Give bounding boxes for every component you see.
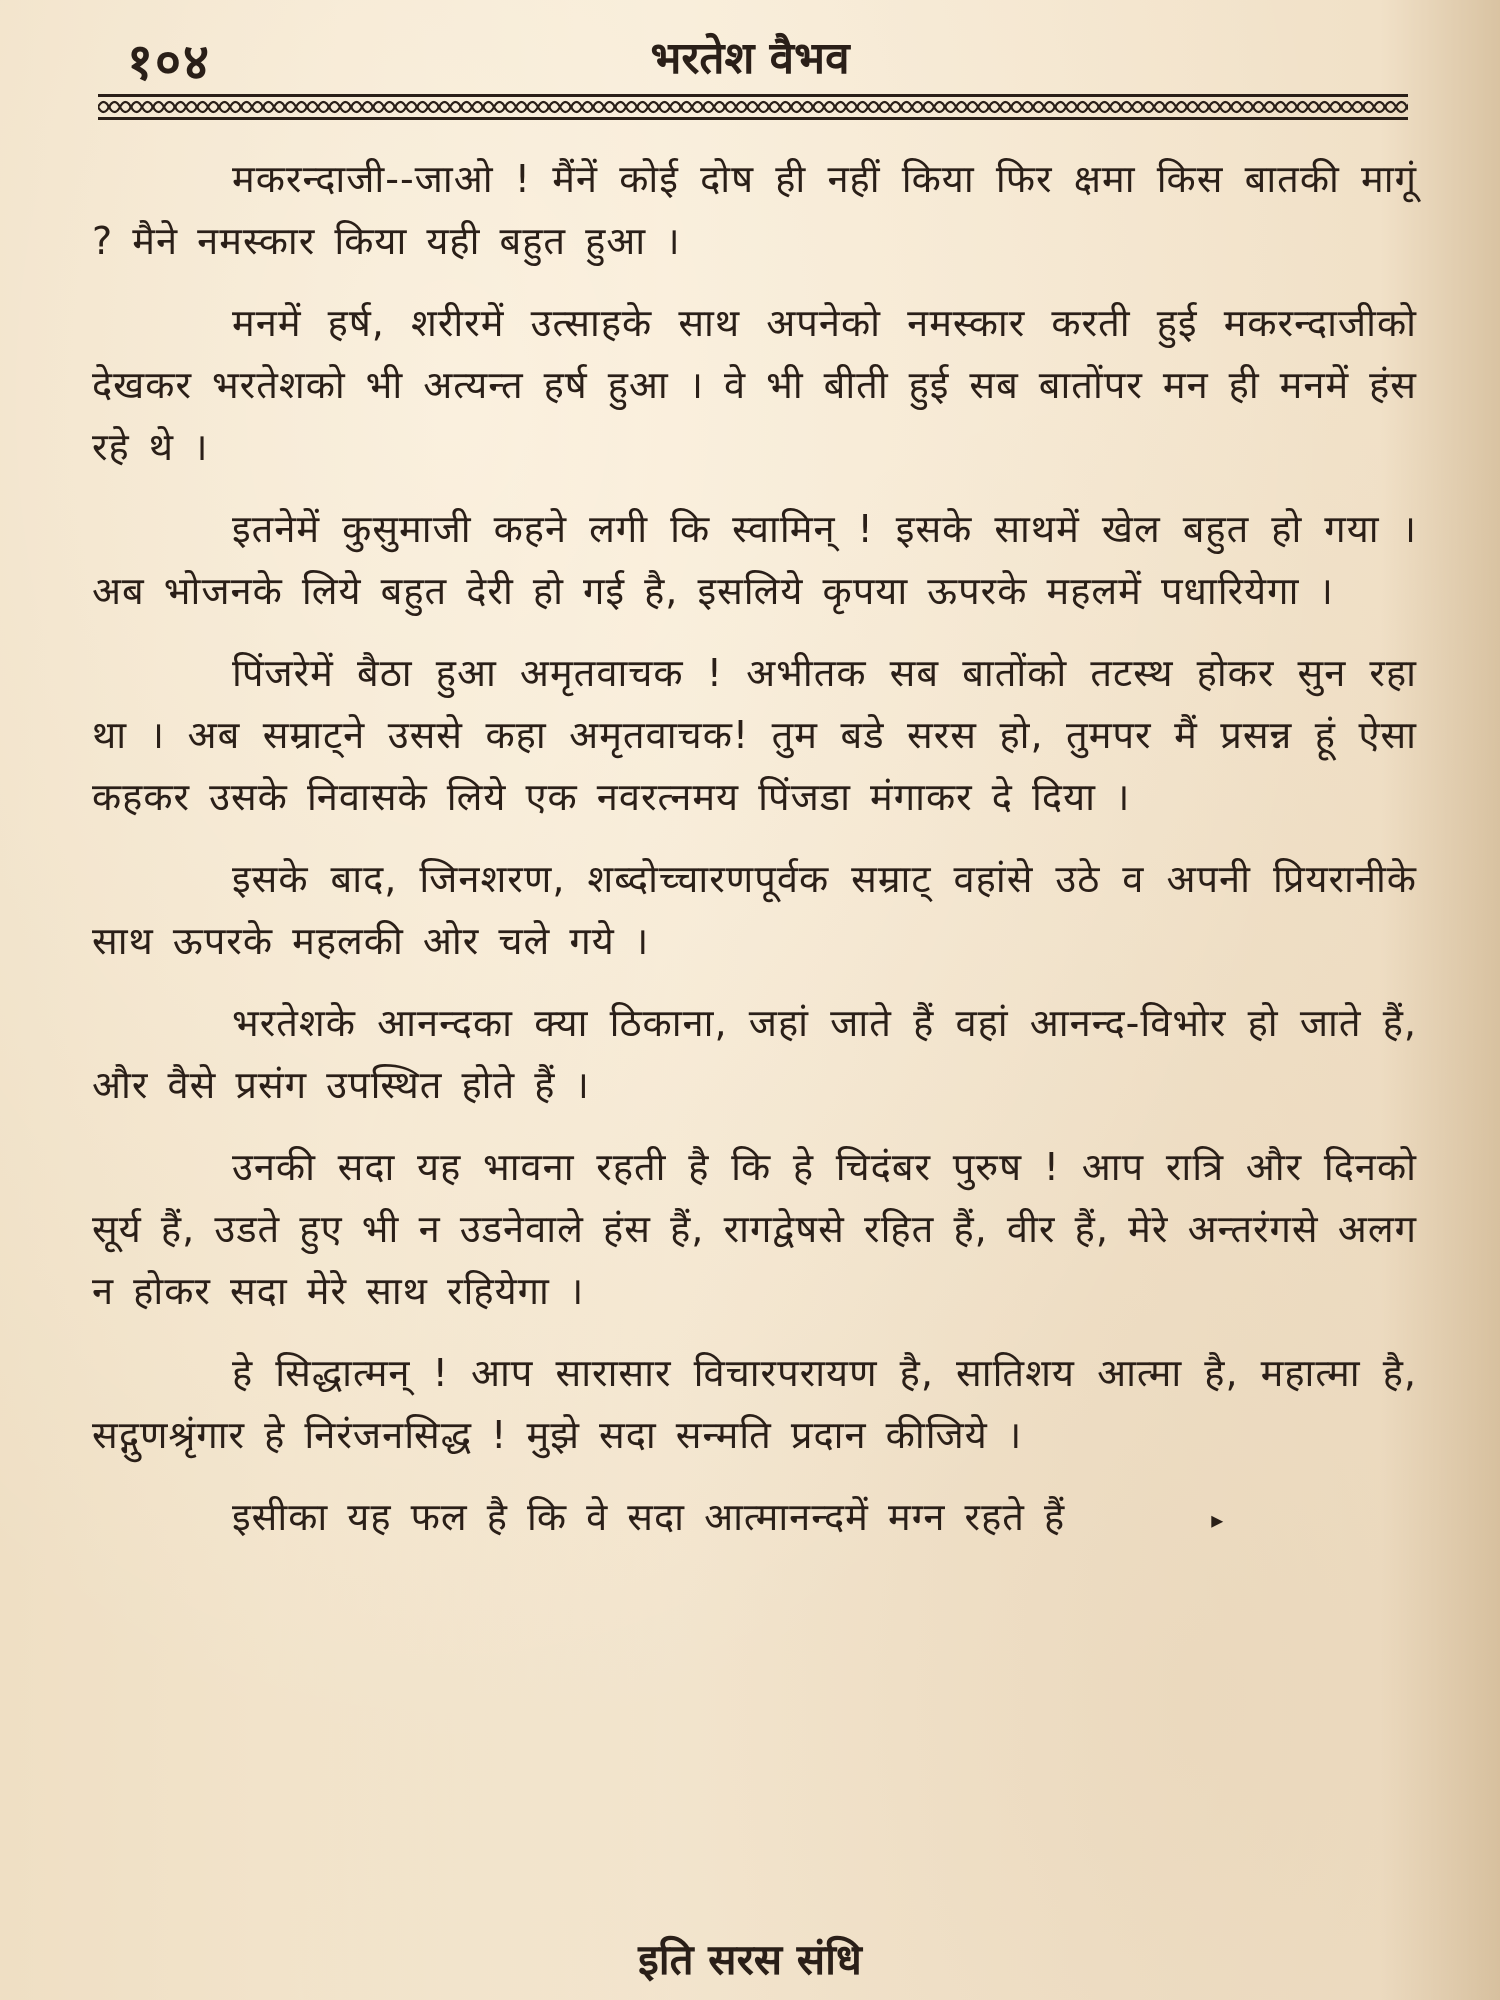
paragraph: हे सिद्धात्मन् ! आप सारासार विचारपरायण है, सातिशय आत्मा है, महात्मा है, सद्गुणश्रृंगार हे निरंजनसिद्ध ! मुझे सदा सन्मति प्रदान कीजिये ।	[92, 1351, 1417, 1457]
paragraph: इतनेमें कुसुमाजी कहने लगी कि स्वामिन् ! इसके साथमें खेल बहुत हो गया । अब भोजनके लिये बहुत देरी हो गई है, इसलिये कृपया ऊपरके महलमें पधारियेगा ।	[92, 507, 1417, 613]
end-mark-icon: ▸	[1211, 1505, 1225, 1534]
paragraph: मकरन्दाजी--जाओ ! मैंनें कोई दोष ही नहीं किया फिर क्षमा किस बातकी मागूं ? मैने नमस्कार किया यही बहुत हुआ ।	[92, 157, 1417, 263]
page-header	[95, 18, 1405, 98]
paragraph: भरतेशके आनन्दका क्या ठिकाना, जहां जाते हैं वहां आनन्द-विभोर हो जाते हैं, और वैसे प्रसंग उपस्थित होते हैं ।	[92, 1001, 1417, 1107]
page-number: १०४	[127, 32, 211, 91]
paragraph: पिंजरेमें बैठा हुआ अमृतवाचक ! अभीतक सब बातोंको तटस्थ होकर सुन रहा था । अब सम्राट्ने उससे कहा अमृतवाचक! तुम बडे सरस हो, तुमपर मैं प्रसन्न हूं ऐसा कहकर उसके निवासके लिये एक नवरत्नमय पिंजडा मंगाकर दे दिया ।	[92, 651, 1417, 819]
body-text	[92, 148, 1417, 1571]
decorative-border	[98, 92, 1408, 122]
final-paragraph	[92, 1486, 1417, 1551]
closing-line: इति सरस संधि	[638, 1935, 862, 1984]
paragraph: उनकी सदा यह भावना रहती है कि हे चिदंबर पुरुष ! आप रात्रि और दिनको सूर्य हैं, उडते हुए भी न उडनेवाले हंस हैं, रागद्वेषसे रहित हैं, वीर हैं, मेरे अन्तरंगसे अलग न होकर सदा मेरे साथ रहियेगा ।	[92, 1145, 1417, 1313]
paragraph: इसके बाद, जिनशरण, शब्दोच्चारणपूर्वक सम्राट् वहांसे उठे व अपनी प्रियरानीके साथ ऊपरके महलकी ओर चले गये ।	[92, 857, 1417, 963]
paragraph: मनमें हर्ष, शरीरमें उत्साहके साथ अपनेको नमस्कार करती हुई मकरन्दाजीको देखकर भरतेशको भी अत्यन्त हर्ष हुआ । वे भी बीती हुई सब बातोंपर मन ही मनमें हंस रहे थे ।	[92, 301, 1417, 469]
running-title: भरतेश वैभव	[650, 33, 850, 84]
final-paragraph-text: इसीका यह फल है कि वे सदा आत्मानन्दमें मग्न रहते हैं	[232, 1495, 1066, 1539]
